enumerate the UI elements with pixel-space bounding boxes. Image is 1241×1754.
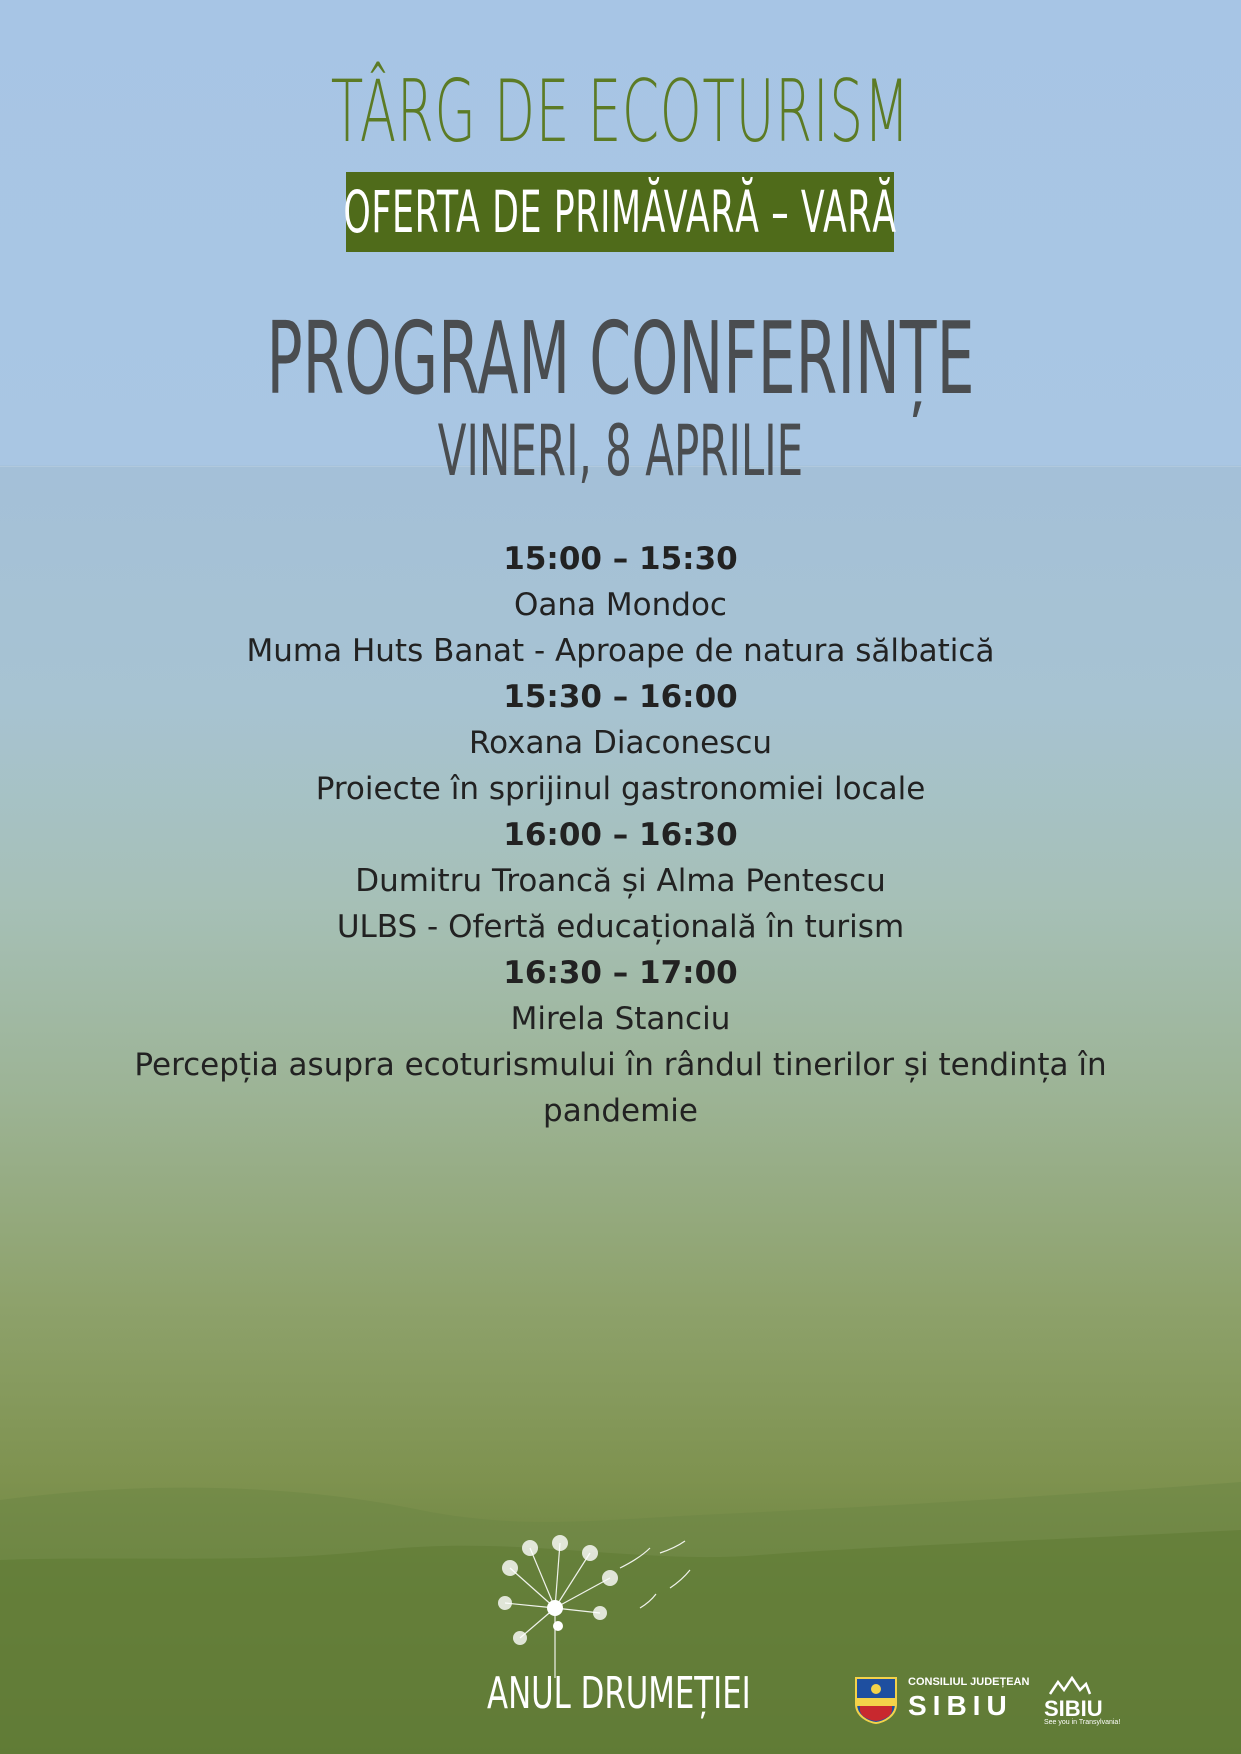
- event-title: TÂRG DE ECOTURISM: [330, 62, 911, 162]
- session-time: 15:30 – 16:00: [503, 679, 738, 715]
- program-title: PROGRAM CONFERINȚE: [266, 300, 975, 417]
- brand-word: SIBIU: [1044, 1696, 1103, 1721]
- session-topic: ULBS - Ofertă educațională în turism: [336, 909, 905, 945]
- session-speaker: Roxana Diaconescu: [468, 725, 773, 761]
- session-speaker: Mirela Stanciu: [510, 1001, 731, 1037]
- session-speaker: Dumitru Troancă și Alma Pentescu: [355, 863, 886, 899]
- session-topic: Percepția asupra ecoturismului în rândul tinerilor și tendința în pandemie: [134, 1047, 1107, 1129]
- session-topic: Muma Huts Banat - Aproape de natura sălbatică: [246, 633, 995, 669]
- council-label-bottom: SIBIU: [908, 1690, 1013, 1721]
- session-time: 15:00 – 15:30: [503, 541, 738, 577]
- council-label-top: CONSILIUL JUDEȚEAN: [908, 1676, 1030, 1688]
- program-date: VINERI, 8 APRILIE: [437, 410, 804, 492]
- conference-schedule: [60, 536, 1181, 1134]
- campaign-logo-text: ANUL DRUMEȚIEI: [487, 1668, 751, 1719]
- session-speaker: Oana Mondoc: [514, 587, 727, 623]
- session-topic: Proiecte în sprijinul gastronomiei locale: [315, 771, 926, 807]
- brand-tagline: See you in Transylvania!: [1044, 1719, 1121, 1726]
- offer-banner: [343, 172, 897, 252]
- coat-of-arms-icon: [854, 1676, 898, 1724]
- sibiu-brand-logo: [1044, 1676, 1121, 1726]
- session-time: 16:30 – 17:00: [503, 955, 738, 991]
- rooftops-icon: [1048, 1676, 1092, 1696]
- offer-banner-text: OFERTA DE PRIMĂVARĂ – VARĂ: [343, 178, 897, 246]
- session-time: 16:00 – 16:30: [503, 817, 738, 853]
